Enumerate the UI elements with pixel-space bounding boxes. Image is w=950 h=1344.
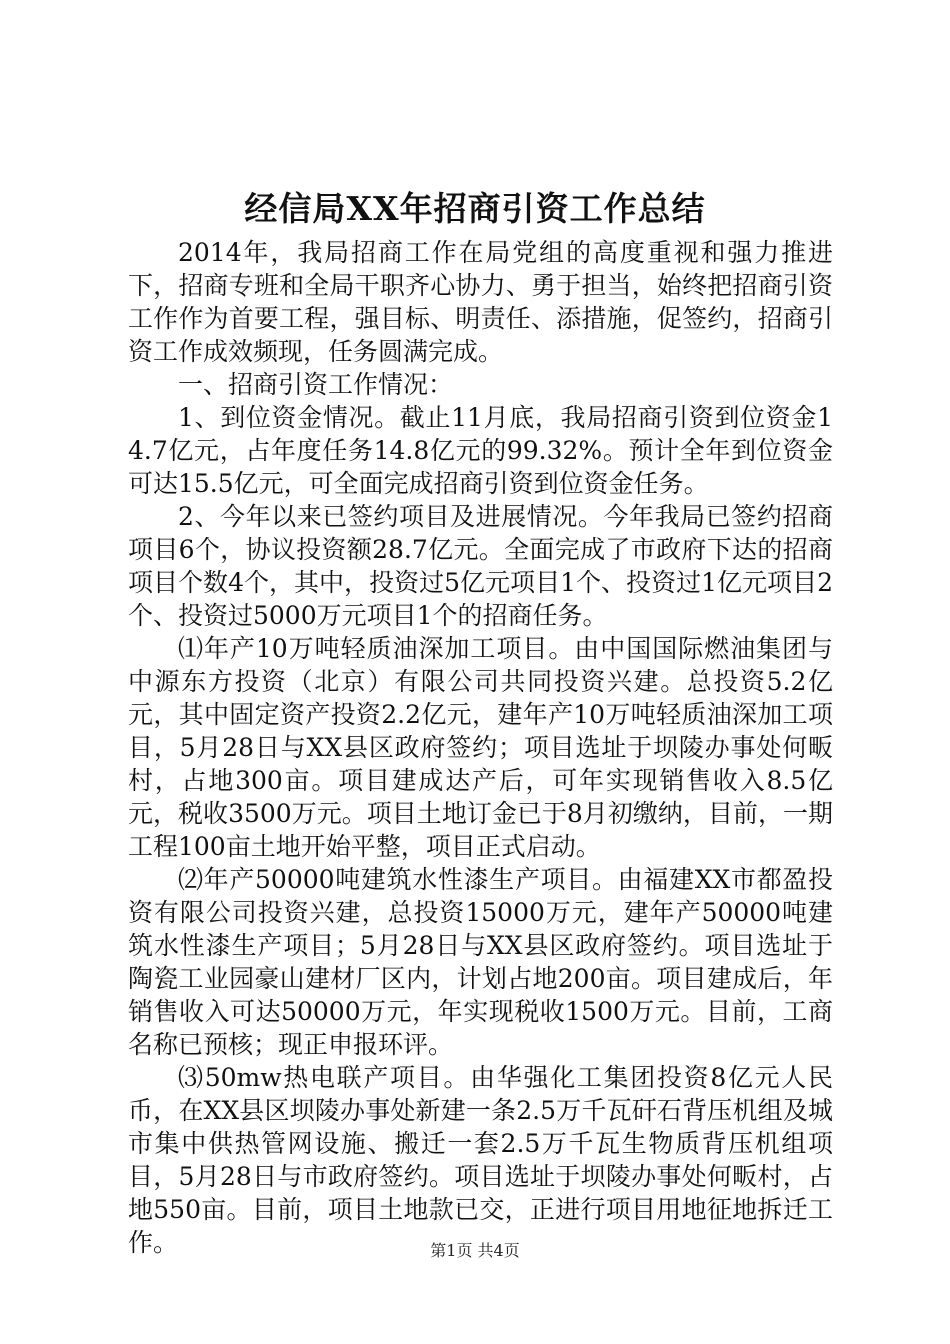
paragraph-intro: 2014年，我局招商工作在局党组的高度重视和强力推进下，招商专班和全局干职齐心协力、勇于担当，始终把招商引资工作作为首要工程，强目标、明责任、添措施，促签约，招商引资工作成效频现，任务圆满完成。 [128,238,833,366]
paragraph-funds: 1、到位资金情况。截止11月底，我局招商引资到位资金14.7亿元，占年度任务14.8亿元的99.32%。预计全年到位资金可达15.5亿元，可全面完成招商引资到位资金任务。 [128,403,833,498]
paragraph-projects: 2、今年以来已签约项目及进展情况。今年我局已签约招商项目6个，协议投资额28.7亿元。全面完成了市政府下达的招商项目个数4个，其中，投资过5亿元项目1个、投资过1亿元项目2个、投资过5000万元项目1个的招商任务。 [128,502,833,630]
paragraph-project-3: ⑶50mw热电联产项目。由华强化工集团投资8亿元人民币，在XX县区坝陵办事处新建一条2.5万千瓦矸石背压机组及城市集中供热管网设施、搬迁一套2.5万千瓦生物质背压机组项目，5月28日与市政府签约。项目选址于坝陵办事处何畈村，占地550亩。目前，项目土地款已交，正进行项目用地征地拆迁工作。 [128,1063,833,1257]
page-number-footer: 第1页 共4页 [430,1241,520,1260]
document-body [128,236,833,1259]
section-heading: 一、招商引资工作情况： [178,370,454,399]
document-title: 经信局XX年招商引资工作总结 [244,189,706,228]
paragraph-project-2: ⑵年产50000吨建筑水性漆生产项目。由福建XX市都盈投资有限公司投资兴建，总投资15000万元，建年产50000吨建筑水性漆生产项目；5月28日与XX县区政府签约。项目选址于陶瓷工业园豪山建材厂区内，计划占地200亩。项目建成后，年销售收入可达50000万元，年实现税收1500万元。目前，工商名称已预核；现正申报环评。 [128,865,833,1059]
paragraph-project-1: ⑴年产10万吨轻质油深加工项目。由中国国际燃油集团与中源东方投资（北京）有限公司共同投资兴建。总投资5.2亿元，其中固定资产投资2.2亿元，建年产10万吨轻质油深加工项目，5月28日与XX县区政府签约；项目选址于坝陵办事处何畈村，占地300亩。项目建成达产后，可年实现销售收入8.5亿元，税收3500万元。项目土地订金已于8月初缴纳，目前，一期工程100亩土地开始平整，项目正式启动。 [128,634,833,861]
